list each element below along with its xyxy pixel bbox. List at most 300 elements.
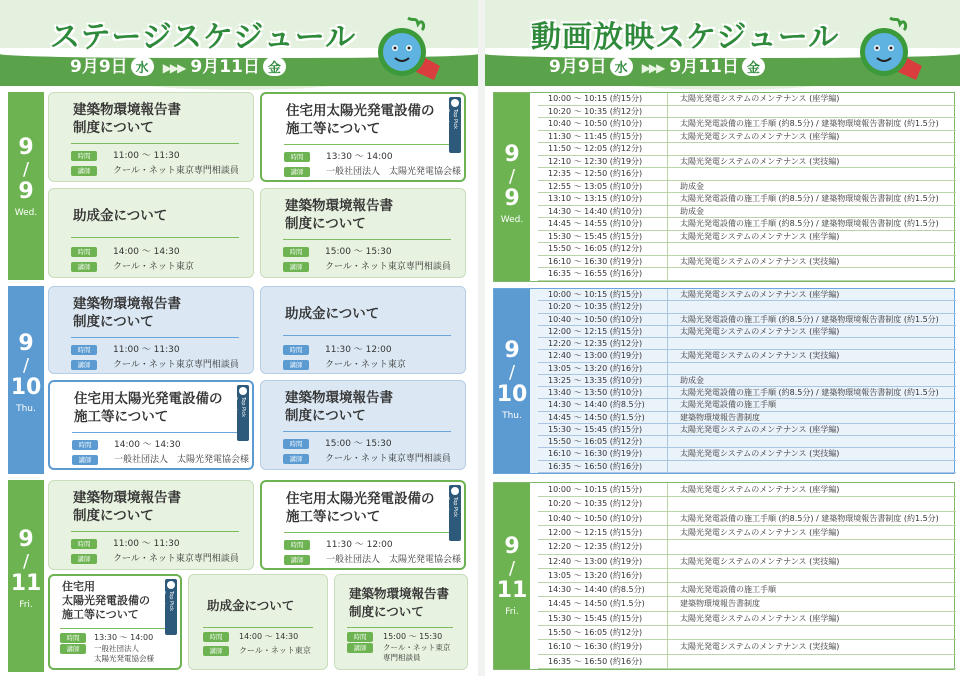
card-time-row	[283, 246, 392, 258]
schedule-description: 太陽光発電システムのメンテナンス (座学編)	[680, 326, 840, 336]
schedule-row	[538, 387, 956, 399]
video-title: 動画放映スケジュール	[531, 20, 840, 55]
day-month: 9	[504, 338, 520, 363]
check-badge-icon	[451, 487, 459, 495]
date-start-weekday: 水	[131, 57, 154, 76]
schedule-time: 12:55 ～ 13:05 (約10分)	[538, 181, 668, 193]
speaker-tag: 講師	[284, 555, 310, 565]
schedule-time: 15:30 ～ 15:45 (約15分)	[538, 231, 668, 243]
schedule-time: 16:35 ～ 16:50 (約16分)	[538, 655, 668, 668]
schedule-description: 助成金	[680, 181, 704, 191]
time-tag: 時間	[72, 440, 98, 450]
schedule-time: 14:45 ～ 14:55 (約10分)	[538, 218, 668, 230]
card-time: 15:00 ～ 15:30	[383, 632, 443, 641]
badge-text: Top Pick Session	[444, 497, 458, 517]
card-title-line1: 建築物環境報告書	[285, 198, 393, 214]
card-title-line3: 施工等について	[62, 608, 139, 621]
card-title-line1: 建築物環境報告書	[73, 296, 181, 312]
schedule-row	[538, 256, 956, 269]
date-end-weekday: 金	[742, 57, 765, 76]
card-time: 11:30 ～ 12:00	[326, 540, 393, 550]
schedule-row	[538, 268, 956, 281]
card-time-row	[283, 438, 392, 450]
card-time: 14:00 ～ 14:30	[114, 440, 181, 450]
badge-text: Top Pick Session	[160, 591, 174, 611]
stage-card[interactable]	[48, 188, 254, 278]
schedule-time: 12:40 ～ 13:00 (約19分)	[538, 555, 668, 568]
top-pick-badge	[444, 485, 461, 541]
schedule-description: 太陽光発電システムのメンテナンス (実技編)	[680, 156, 840, 166]
card-time-row	[71, 538, 180, 550]
top-pick-badge	[160, 579, 177, 635]
schedule-time: 12:10 ～ 12:30 (約19分)	[538, 156, 668, 168]
schedule-description: 建築物環境報告書制度	[680, 599, 760, 609]
card-speaker-row	[283, 453, 451, 465]
schedule-time: 12:35 ～ 12:50 (約16分)	[538, 168, 668, 180]
time-tag: 時間	[203, 632, 229, 642]
top-pick-badge	[232, 385, 249, 441]
day-date: 11	[10, 571, 42, 596]
card-divider	[283, 239, 451, 240]
schedule-time: 10:40 ～ 10:50 (約10分)	[538, 512, 668, 525]
schedule-description: 太陽光発電システムのメンテナンス (座学編)	[680, 527, 840, 537]
card-speaker-row	[71, 359, 239, 371]
card-divider	[284, 532, 450, 533]
card-title	[73, 489, 181, 525]
stage-header	[0, 0, 478, 92]
day-slash: /	[22, 355, 30, 376]
card-time: 13:30 ～ 14:00	[94, 633, 154, 642]
badge-text: Top Pick Session	[444, 109, 458, 129]
speaker-tag: 講師	[283, 360, 309, 370]
card-title-line1: 助成金について	[207, 598, 295, 613]
card-title	[349, 585, 449, 621]
schedule-row	[538, 540, 956, 554]
card-speaker: クール・ネット東京	[239, 646, 311, 655]
card-title-line2: 施工等について	[74, 409, 169, 425]
card-title-line2: 施工等について	[286, 509, 381, 525]
card-speaker: 一般社団法人 太陽光発電協会様	[326, 555, 462, 565]
card-time-row	[71, 150, 180, 162]
schedule-time: 14:30 ～ 14:40 (約10分)	[538, 206, 668, 218]
schedule-row	[538, 412, 956, 424]
card-speaker: クール・ネット東京	[113, 262, 194, 272]
time-tag: 時間	[283, 439, 309, 449]
card-title-line2: 制度について	[349, 604, 424, 619]
time-tag: 時間	[71, 247, 97, 257]
check-badge-icon	[239, 387, 247, 395]
video-day-table-9-11	[493, 482, 955, 670]
card-time-row	[203, 631, 298, 643]
card-title-line1: 助成金について	[73, 208, 168, 224]
card-title	[62, 580, 150, 622]
day-slash: /	[22, 159, 30, 180]
card-speaker: クール・ネット東京	[383, 643, 451, 652]
card-title-line2: 制度について	[73, 120, 154, 136]
schedule-row	[538, 526, 956, 540]
day-label-9-11	[494, 483, 530, 669]
day-month: 9	[18, 527, 34, 552]
day-label-9-10	[494, 289, 530, 473]
day-date: 9	[18, 179, 34, 204]
card-speaker: 一般社団法人	[94, 644, 139, 653]
date-end-weekday: 金	[263, 57, 286, 76]
time-tag: 時間	[283, 247, 309, 257]
schedule-row	[538, 399, 956, 411]
video-day-table-9-9	[493, 92, 955, 282]
card-speaker: 一般社団法人 太陽光発電協会様	[114, 455, 250, 465]
schedule-time: 10:20 ～ 10:35 (約12分)	[538, 301, 668, 312]
day-weekday: Thu.	[16, 404, 36, 414]
stage-card-highlight[interactable]	[48, 574, 182, 670]
schedule-description: 太陽光発電システムのメンテナンス (座学編)	[680, 94, 840, 103]
speaker-tag: 講師	[203, 646, 229, 656]
card-title	[285, 305, 379, 323]
card-time-row	[284, 151, 393, 163]
time-tag: 時間	[284, 540, 310, 550]
triple-chevron-icon: ▶▶▶	[162, 61, 185, 75]
time-tag: 時間	[71, 151, 97, 161]
day-weekday: Fri.	[19, 600, 33, 610]
schedule-description: 助成金	[680, 206, 704, 216]
card-speaker-row	[203, 645, 311, 657]
speaker-tag: 講師	[71, 554, 97, 564]
schedule-row	[538, 289, 956, 301]
schedule-row	[538, 143, 956, 156]
stage-card[interactable]	[48, 480, 254, 570]
schedule-time: 12:40 ～ 13:00 (約19分)	[538, 350, 668, 361]
card-title	[285, 389, 393, 425]
card-title-line2: 制度について	[285, 408, 366, 424]
card-title	[286, 102, 435, 138]
day-slash: /	[508, 558, 516, 579]
schedule-row	[538, 243, 956, 256]
schedule-description: 太陽光発電システムのメンテナンス (実技編)	[680, 449, 840, 459]
schedule-description: 太陽光発電システムのメンテナンス (座学編)	[680, 424, 840, 434]
time-tag: 時間	[347, 632, 373, 642]
schedule-time: 13:40 ～ 13:50 (約10分)	[538, 387, 668, 398]
date-start: 9月9日	[70, 57, 128, 77]
speaker-tag: 講師	[72, 455, 98, 465]
schedule-time: 12:00 ～ 12:15 (約15分)	[538, 326, 668, 337]
date-end: 9月11日	[669, 57, 739, 77]
schedule-description: 太陽光発電システムのメンテナンス (実技編)	[680, 642, 840, 652]
card-speaker-row	[283, 359, 406, 371]
schedule-description: 太陽光発電システムのメンテナンス (実技編)	[680, 256, 840, 266]
schedule-row	[538, 181, 956, 194]
stage-card-highlight[interactable]	[260, 480, 466, 570]
date-end: 9月11日	[190, 57, 260, 77]
day-month: 9	[504, 142, 520, 167]
schedule-time: 16:10 ～ 16:30 (約19分)	[538, 640, 668, 653]
schedule-description: 助成金	[680, 375, 704, 385]
card-divider	[71, 531, 239, 532]
schedule-time: 13:10 ～ 13:15 (約10分)	[538, 193, 668, 205]
card-title	[73, 295, 181, 331]
stage-card[interactable]	[188, 574, 328, 670]
speaker-tag: 講師	[60, 644, 86, 654]
card-title-line1: 住宅用太陽光発電設備の	[74, 391, 223, 407]
schedule-description: 太陽光発電設備の施工手順 (約8.5分) / 建築物環境報告書制度 (約1.5分)	[680, 219, 939, 229]
schedule-row	[538, 375, 956, 387]
card-time-row	[72, 439, 181, 451]
schedule-time: 15:50 ～ 16:05 (約12分)	[538, 436, 668, 447]
schedule-description: 太陽光発電システムのメンテナンス (座学編)	[680, 231, 840, 241]
card-speaker: クール・ネット東京専門相談員	[113, 360, 239, 370]
schedule-description: 太陽光発電設備の施工手順 (約8.5分) / 建築物環境報告書制度 (約1.5分)	[680, 388, 939, 398]
schedule-description: 太陽光発電設備の施工手順 (約8.5分) / 建築物環境報告書制度 (約1.5分)	[680, 119, 939, 129]
schedule-row	[538, 448, 956, 460]
card-speaker: クール・ネット東京	[325, 360, 406, 370]
schedule-row	[538, 497, 956, 511]
schedule-description: 建築物環境報告書制度	[680, 412, 760, 422]
speaker-tag: 講師	[283, 262, 309, 272]
card-title-line1: 建築物環境報告書	[73, 490, 181, 506]
card-speaker-line2: 太陽光発電協会様	[94, 654, 154, 663]
stage-date-range	[70, 52, 289, 77]
card-divider	[283, 431, 451, 432]
card-divider	[283, 335, 451, 336]
schedule-time: 12:20 ～ 12:35 (約12分)	[538, 338, 668, 349]
schedule-description: 太陽光発電設備の施工手順 (約8.5分) / 建築物環境報告書制度 (約1.5分)	[680, 513, 939, 523]
card-time-row	[284, 539, 393, 551]
speaker-tag: 講師	[283, 454, 309, 464]
schedule-time: 10:40 ～ 10:50 (約10分)	[538, 314, 668, 325]
schedule-time: 16:35 ～ 16:55 (約16分)	[538, 268, 668, 280]
card-title-line1: 建築物環境報告書	[285, 390, 393, 406]
card-title-line2: 太陽光発電設備の	[62, 594, 150, 607]
card-title	[286, 490, 435, 526]
speaker-tag: 講師	[284, 167, 310, 177]
schedule-description: 太陽光発電設備の施工手順 (約8.5分) / 建築物環境報告書制度 (約1.5分)	[680, 314, 939, 324]
card-divider	[72, 432, 238, 433]
day-date: 10	[496, 382, 528, 407]
schedule-row	[538, 131, 956, 144]
stage-card[interactable]	[260, 188, 466, 278]
card-title	[285, 197, 393, 233]
schedule-time: 13:25 ～ 13:35 (約10分)	[538, 375, 668, 386]
schedule-description: 太陽光発電システムのメンテナンス (座学編)	[680, 290, 840, 299]
video-date-range	[549, 52, 768, 77]
card-divider	[284, 144, 450, 145]
card-time-row	[283, 344, 392, 356]
day-month: 9	[18, 331, 34, 356]
card-time: 13:30 ～ 14:00	[326, 152, 393, 162]
schedule-time: 12:00 ～ 12:15 (約15分)	[538, 526, 668, 539]
schedule-time: 16:10 ～ 16:30 (約19分)	[538, 448, 668, 459]
schedule-time: 14:30 ～ 14:40 (約8.5分)	[538, 583, 668, 596]
stage-card[interactable]	[48, 92, 254, 182]
stage-card[interactable]	[48, 286, 254, 374]
day-weekday: Thu.	[502, 411, 522, 421]
check-badge-icon	[451, 99, 459, 107]
schedule-time: 10:00 ～ 10:15 (約15分)	[538, 289, 668, 300]
schedule-row	[538, 350, 956, 362]
video-schedule-panel	[485, 0, 960, 676]
card-title-line2: 制度について	[73, 508, 154, 524]
schedule-row	[538, 301, 956, 313]
card-speaker-row	[347, 643, 450, 663]
top-pick-badge	[444, 97, 461, 153]
card-speaker-row	[284, 166, 461, 178]
day-date: 11	[496, 578, 528, 603]
schedule-row	[538, 218, 956, 231]
stage-card[interactable]	[260, 380, 466, 470]
schedule-description: 太陽光発電設備の施工手順	[680, 400, 776, 410]
card-time-row	[71, 344, 180, 356]
card-divider	[71, 337, 239, 338]
day-month: 9	[504, 534, 520, 559]
card-title-line2: 施工等について	[286, 121, 381, 137]
card-divider	[71, 237, 239, 238]
stage-card-highlight[interactable]	[48, 380, 254, 470]
day-slash: /	[508, 166, 516, 187]
schedule-row	[538, 424, 956, 436]
schedule-description: 太陽光発電設備の施工手順 (約8.5分) / 建築物環境報告書制度 (約1.5分)	[680, 194, 939, 204]
day-month: 9	[18, 135, 34, 160]
speaker-tag: 講師	[71, 166, 97, 176]
card-speaker: クール・ネット東京専門相談員	[325, 262, 451, 272]
schedule-row	[538, 168, 956, 181]
schedule-row	[538, 106, 956, 119]
schedule-row	[538, 338, 956, 350]
day-weekday: Wed.	[14, 208, 38, 218]
badge-text: Top Pick Session	[232, 397, 246, 417]
stage-card[interactable]	[260, 286, 466, 374]
card-time: 11:00 ～ 11:30	[113, 151, 180, 161]
schedule-time: 13:05 ～ 13:20 (約16分)	[538, 363, 668, 374]
card-time: 14:00 ～ 14:30	[113, 247, 180, 257]
day-label-9-9	[8, 92, 44, 280]
card-speaker-line2: 専門相談員	[383, 653, 421, 662]
schedule-row	[538, 93, 956, 106]
schedule-row	[538, 314, 956, 326]
speaker-tag: 講師	[347, 643, 373, 653]
schedule-time: 14:45 ～ 14:50 (約1.5分)	[538, 597, 668, 610]
card-time-row	[71, 246, 180, 258]
speaker-tag: 講師	[71, 360, 97, 370]
schedule-time: 16:10 ～ 16:30 (約19分)	[538, 256, 668, 268]
card-time: 15:00 ～ 15:30	[325, 439, 392, 449]
schedule-row	[538, 193, 956, 206]
schedule-description: 太陽光発電システムのメンテナンス (座学編)	[680, 131, 840, 141]
schedule-row	[538, 655, 956, 669]
schedule-row	[538, 231, 956, 244]
schedule-time: 14:30 ～ 14:40 (約8.5分)	[538, 399, 668, 410]
time-tag: 時間	[71, 539, 97, 549]
schedule-time: 13:05 ～ 13:20 (約16分)	[538, 569, 668, 582]
schedule-row	[538, 326, 956, 338]
card-time: 14:00 ～ 14:30	[239, 632, 299, 641]
card-time: 11:30 ～ 12:00	[325, 345, 392, 355]
schedule-time: 11:30 ～ 11:45 (約15分)	[538, 131, 668, 143]
schedule-time: 10:20 ～ 10:35 (約12分)	[538, 497, 668, 510]
schedule-row	[538, 436, 956, 448]
schedule-row	[538, 583, 956, 597]
schedule-row	[538, 118, 956, 131]
card-divider	[203, 627, 313, 628]
card-title-line2: 制度について	[73, 314, 154, 330]
time-tag: 時間	[283, 345, 309, 355]
card-time-row	[60, 632, 153, 644]
schedule-time: 10:20 ～ 10:35 (約12分)	[538, 106, 668, 118]
stage-card[interactable]	[334, 574, 468, 670]
schedule-row	[538, 483, 956, 497]
day-label-9-11	[8, 480, 44, 672]
card-time: 15:00 ～ 15:30	[325, 247, 392, 257]
schedule-description: 太陽光発電システムのメンテナンス (座学編)	[680, 485, 840, 494]
card-title	[73, 207, 167, 225]
schedule-time: 15:50 ～ 16:05 (約12分)	[538, 626, 668, 639]
date-start-weekday: 水	[610, 57, 633, 76]
schedule-description: 太陽光発電設備の施工手順	[680, 585, 776, 595]
card-speaker: クール・ネット東京専門相談員	[325, 454, 451, 464]
card-title-line1: 建築物環境報告書	[349, 586, 450, 601]
schedule-time: 10:00 ～ 10:15 (約15分)	[538, 93, 668, 105]
schedule-row	[538, 156, 956, 169]
schedule-time: 12:20 ～ 12:35 (約12分)	[538, 540, 668, 553]
schedule-row	[538, 626, 956, 640]
card-speaker: クール・ネット東京専門相談員	[113, 166, 239, 176]
day-label-9-9	[494, 93, 530, 281]
schedule-time: 14:45 ～ 14:50 (約1.5分)	[538, 412, 668, 423]
schedule-time: 15:30 ～ 15:45 (約15分)	[538, 612, 668, 625]
card-speaker: 一般社団法人 太陽光発電協会様	[326, 167, 462, 177]
day-weekday: Wed.	[500, 215, 524, 225]
schedule-row	[538, 206, 956, 219]
schedule-time: 10:00 ～ 10:15 (約15分)	[538, 483, 668, 496]
card-title	[74, 390, 223, 426]
speaker-tag: 講師	[71, 262, 97, 272]
card-title-line1: 住宅用太陽光発電設備の	[286, 491, 435, 507]
day-date: 9	[504, 186, 520, 211]
card-title-line1: 建築物環境報告書	[73, 102, 181, 118]
schedule-time: 10:40 ～ 10:50 (約10分)	[538, 118, 668, 130]
card-speaker-row	[72, 454, 249, 466]
schedule-row	[538, 597, 956, 611]
stage-title: ステージスケジュール	[50, 20, 357, 55]
schedule-time: 11:50 ～ 12:05 (約12分)	[538, 143, 668, 155]
card-title	[73, 101, 181, 137]
card-title	[207, 597, 294, 615]
stage-card-highlight[interactable]	[260, 92, 466, 182]
day-slash: /	[22, 551, 30, 572]
card-divider	[71, 143, 239, 144]
card-divider	[60, 628, 166, 629]
schedule-row	[538, 612, 956, 626]
video-day-table-9-10	[493, 288, 955, 474]
time-tag: 時間	[71, 345, 97, 355]
time-tag: 時間	[60, 633, 86, 643]
schedule-row	[538, 640, 956, 654]
schedule-time: 16:35 ～ 16:50 (約16分)	[538, 461, 668, 472]
date-start: 9月9日	[549, 57, 607, 77]
day-date: 10	[10, 375, 42, 400]
schedule-row	[538, 461, 956, 473]
card-title-line1: 助成金について	[285, 306, 380, 322]
card-title-line2: 制度について	[285, 216, 366, 232]
panel-gap	[478, 0, 485, 676]
stage-schedule-panel	[0, 0, 478, 676]
day-label-9-10	[8, 286, 44, 474]
card-speaker-row	[71, 261, 194, 273]
schedule-description: 太陽光発電システムのメンテナンス (座学編)	[680, 613, 840, 623]
globe-mascot-icon	[850, 14, 930, 84]
card-title-line1: 住宅用太陽光発電設備の	[286, 103, 435, 119]
card-time: 11:00 ～ 11:30	[113, 345, 180, 355]
card-speaker-row	[283, 261, 451, 273]
schedule-time: 15:30 ～ 15:45 (約15分)	[538, 424, 668, 435]
